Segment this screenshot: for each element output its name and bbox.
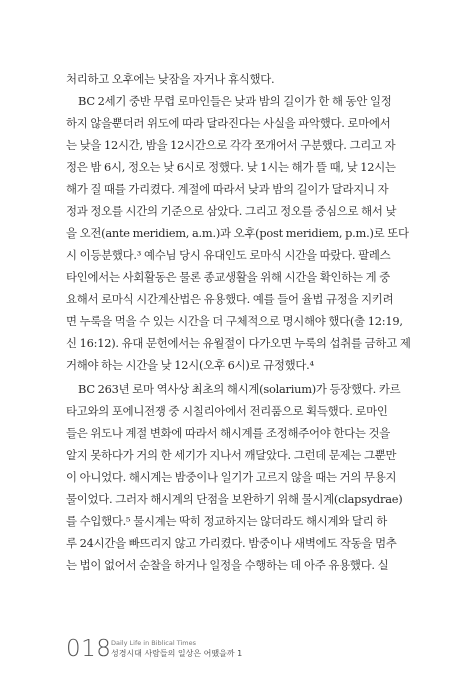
text-line: 는 법이 없어서 순찰을 하거나 일정을 수행하는 데 아주 유용했다. 실 [66, 558, 389, 572]
text-line: 요해서 로마식 시간계산법은 유용했다. 예를 들어 율법 규정을 지키려 [66, 292, 394, 306]
text-line: 타고와의 포에니전쟁 중 시칠리아에서 전리품으로 획득했다. 로마인 [66, 404, 388, 418]
series-title-english: Daily Life in Biblical Times [111, 639, 197, 647]
series-title-korean: 성경시대 사람들의 일상은 어땠을까 1 [111, 649, 243, 658]
text-line: 이 아니었다. 해시계는 밤중이나 일기가 고르지 않을 때는 거의 무용지 [66, 470, 397, 484]
text-line: 를 수입했다.⁵ 물시계는 딱히 정교하지는 않더라도 해시계와 달리 하 [66, 514, 387, 528]
text-line: 처리하고 오후에는 낮잠을 자거나 휴식했다. [66, 72, 275, 86]
text-line: 루 24시간을 빠뜨리지 않고 가리켰다. 밤중이나 새벽에도 작동을 멈추 [66, 536, 397, 550]
page-number: 018 [66, 636, 112, 662]
text-line: BC 2세기 중반 무렵 로마인들은 낮과 밤의 길이가 한 해 동안 일정 [78, 94, 392, 108]
text-line: BC 263년 로마 역사상 최초의 해시계(solarium)가 등장했다. 카르 [78, 382, 401, 396]
text-line: 정과 정오를 시간의 기준으로 삼았다. 그리고 정오를 중심으로 해서 낮 [66, 204, 397, 218]
text-line: 을 오전(ante meridiem, a.m.)과 오후(post meridiem, p.m.)로 또다 [66, 226, 409, 240]
text-line: 해가 질 때를 가리켰다. 계절에 따라서 낮과 밤의 길이가 달라지니 자 [66, 182, 389, 196]
text-line: 들은 위도나 계절 변화에 따라서 해시계를 조정해주어야 한다는 것을 [66, 426, 391, 440]
text-line: 시 이등분했다.³ 예수님 당시 유대인도 로마식 시간을 따랐다. 팔레스 [66, 248, 391, 262]
text-line: 타인에서는 사회활동은 물론 종교생활을 위해 시간을 확인하는 게 중 [66, 270, 391, 284]
text-line: 정은 밤 6시, 정오는 낮 6시로 정했다. 낮 1시는 해가 뜰 때, 낮 12시는 [66, 160, 396, 174]
text-line: 면 누룩을 먹을 수 있는 시간을 더 구체적으로 명시해야 했다(출 12:19, [66, 314, 403, 328]
text-line: 신 16:12). 유대 문헌에서는 유월절이 다가오면 누룩의 섭취를 금하고 제 [66, 336, 411, 350]
text-line: 하지 않을뿐더러 위도에 따라 달라진다는 사실을 파악했다. 로마에서 [66, 116, 391, 130]
text-line: 알지 못하다가 거의 한 세기가 지나서 깨달았다. 그런데 문제는 그뿐만 [66, 448, 397, 462]
text-line: 거해야 하는 시간을 낮 12시(오후 6시)로 규정했다.⁴ [66, 358, 314, 372]
text-line: 는 낮을 12시간, 밤을 12시간으로 각각 쪼개어서 구분했다. 그리고 자 [66, 138, 396, 152]
text-line: 물이었다. 그러자 해시계의 단점을 보완하기 위해 물시계(clapsydrae) [66, 492, 403, 506]
